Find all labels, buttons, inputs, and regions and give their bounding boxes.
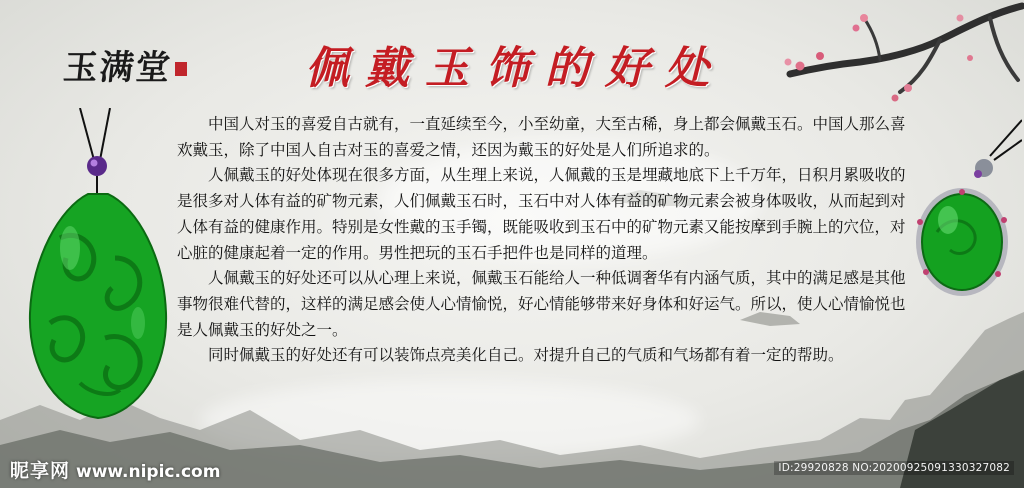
- paragraph: 中国人对玉的喜爱自古就有，一直延续至今，小至幼童，大至古稀，身上都会佩戴玉石。中国人那么喜欢戴玉，除了中国人自古对玉的喜爱之情，还因为戴玉的好处是人们所追求的。: [177, 115, 906, 159]
- paragraph: 人佩戴玉的好处体现在很多方面，从生理上来说，人佩戴的玉是埋藏地底下上千万年，日积月累吸收的是很多对人体有益的矿物元素，人们佩戴玉石时，玉石中对人体有益的矿物元素会被身体吸收，从而起到对人体有益的健康作用。特别是女性戴的玉手镯，既能吸收到玉石中的矿物元素又能按摩到手腕上的穴位，对心脏的健康起着一定的作用。男性把玩的玉石手把件也是同样的道理。: [177, 166, 906, 262]
- paragraph: 人佩戴玉的好处还可以从心理上来说，佩戴玉石能给人一种低调奢华有内涵气质，其中的满足感是其他事物很难代替的，这样的满足感会使人心情愉悦，好心情能够带来好身体和好运气。所以，使人心情愉悦也是人佩戴玉的好处之一。: [177, 269, 906, 339]
- page-title: 佩戴玉饰的好处: [305, 43, 725, 94]
- watermark-id: ID:29920828 NO:20200925091330327082: [774, 461, 1014, 475]
- jade-pendant-right: [912, 112, 1022, 302]
- brand-logo-text: 玉满堂: [61, 48, 174, 88]
- watermark-site: [10, 456, 220, 483]
- jade-pendant-left: [20, 108, 170, 438]
- red-seal-icon: [175, 62, 187, 76]
- plum-blossom-branch: [760, 0, 1024, 110]
- paragraph: 同时佩戴玉的好处还有可以装饰点亮美化自己。对提升自己的气质和气场都有着一定的帮助。: [208, 346, 844, 365]
- watermark-url: www.nipic.com: [76, 462, 221, 482]
- article-body: [177, 112, 907, 369]
- watermark-site-name: 昵享网: [10, 460, 71, 482]
